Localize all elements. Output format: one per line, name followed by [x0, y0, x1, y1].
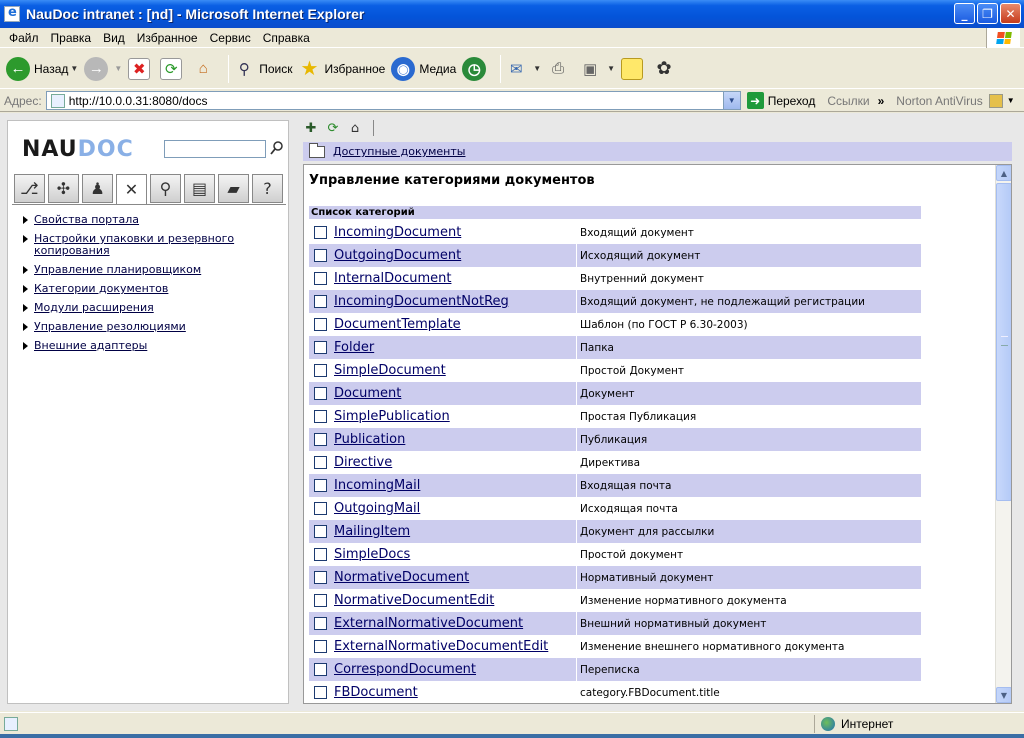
- go-label: Переход: [767, 93, 816, 108]
- content-toolbar: [303, 119, 374, 137]
- sidebar: [7, 120, 289, 704]
- triangle-right-icon: [23, 235, 28, 243]
- history-icon: ◷: [462, 57, 486, 81]
- forward-dropdown-icon[interactable]: ▼: [114, 64, 123, 73]
- messenger-button[interactable]: [653, 58, 679, 80]
- category-name-link[interactable]: NormativeDocumentEdit: [334, 593, 495, 608]
- users-tool-icon[interactable]: ♟: [82, 174, 113, 203]
- refresh-button[interactable]: [160, 58, 186, 80]
- settings-nav: [22, 214, 272, 359]
- table-row: [309, 244, 921, 267]
- category-title: Переписка: [580, 663, 640, 676]
- table-row: [309, 635, 921, 658]
- catalog-tool-icon[interactable]: ▤: [184, 174, 215, 203]
- row-checkbox[interactable]: [314, 663, 327, 676]
- row-checkbox[interactable]: [314, 502, 327, 515]
- category-name-link[interactable]: Folder: [334, 340, 375, 355]
- category-name-link[interactable]: OutgoingMail: [334, 501, 421, 516]
- menu-view[interactable]: Вид: [103, 30, 125, 45]
- page-viewport: [0, 113, 1024, 711]
- menu-edit[interactable]: Правка: [50, 30, 92, 45]
- norton-dropdown-icon[interactable]: ▼: [1006, 96, 1015, 105]
- table-row: [309, 612, 921, 635]
- category-name-link[interactable]: MailingItem: [334, 524, 411, 539]
- category-name-link[interactable]: Directive: [334, 455, 393, 470]
- column-divider: [576, 589, 577, 612]
- table-row: [309, 267, 921, 290]
- category-title: Простой Документ: [580, 364, 685, 377]
- category-name-link[interactable]: NormativeDocument: [334, 570, 470, 585]
- category-title: Документ для рассылки: [580, 525, 715, 538]
- nav-item[interactable]: [22, 321, 272, 333]
- row-checkbox[interactable]: [314, 364, 327, 377]
- logo-row: [8, 121, 290, 167]
- address-input[interactable]: [46, 91, 741, 110]
- category-name-link[interactable]: ExternalNormativeDocument: [334, 616, 524, 631]
- search-tool-icon[interactable]: ⚲: [150, 174, 181, 203]
- column-divider: [576, 221, 577, 244]
- home-button[interactable]: [192, 58, 218, 80]
- table-row: [309, 405, 921, 428]
- column-divider: [576, 290, 577, 313]
- table-row: [309, 474, 921, 497]
- nav-link[interactable]: Управление резолюциями: [34, 320, 186, 333]
- category-title: Шаблон (по ГОСТ Р 6.30-2003): [580, 318, 748, 331]
- column-divider: [576, 244, 577, 267]
- category-name-link[interactable]: IncomingDocumentNotReg: [334, 294, 509, 309]
- category-title: Входящая почта: [580, 479, 672, 492]
- category-title: Изменение внешнего нормативного документа: [580, 640, 845, 653]
- column-divider: [576, 428, 577, 451]
- edit-dropdown-icon[interactable]: ▼: [607, 64, 616, 73]
- category-name-link[interactable]: IncomingMail: [334, 478, 421, 493]
- folder-icon: [309, 146, 325, 158]
- category-title: Публикация: [580, 433, 648, 446]
- toolbar-separator: [500, 55, 501, 83]
- magnifier-icon: ⚲: [238, 60, 250, 78]
- naudoc-logo: NAUDOC: [22, 137, 134, 162]
- norton-antivirus-button[interactable]: Norton AntiVirus: [896, 93, 983, 108]
- row-checkbox[interactable]: [314, 617, 327, 630]
- nav-link[interactable]: Модули расширения: [34, 301, 154, 314]
- triangle-right-icon: [23, 323, 28, 331]
- table-row: [309, 658, 921, 681]
- category-title: Простая Публикация: [580, 410, 697, 423]
- history-button[interactable]: [462, 57, 490, 81]
- category-name-link[interactable]: SimpleDocs: [334, 547, 411, 562]
- nav-item[interactable]: [22, 264, 272, 276]
- category-title: Нормативный документ: [580, 571, 714, 584]
- row-checkbox[interactable]: [314, 295, 327, 308]
- category-name-link[interactable]: InternalDocument: [334, 271, 452, 286]
- row-checkbox[interactable]: [314, 433, 327, 446]
- column-divider: [576, 543, 577, 566]
- row-checkbox[interactable]: [314, 525, 327, 538]
- toolbar-separator: [373, 120, 374, 136]
- page-icon: [51, 94, 65, 108]
- norton-icon[interactable]: [989, 94, 1003, 108]
- nav-item[interactable]: [22, 340, 272, 352]
- content-pane: [303, 164, 1012, 704]
- taskbar-edge: [0, 734, 1024, 738]
- go-button[interactable]: [747, 92, 816, 109]
- print-button[interactable]: [547, 58, 573, 80]
- column-divider: [576, 520, 577, 543]
- scroll-thumb[interactable]: [996, 183, 1012, 501]
- column-divider: [576, 497, 577, 520]
- column-divider: [576, 359, 577, 382]
- toolbar: [0, 49, 1024, 89]
- table-row: [309, 382, 921, 405]
- triangle-right-icon: [23, 266, 28, 274]
- discuss-button[interactable]: [621, 58, 647, 80]
- minimize-button[interactable]: _: [954, 3, 975, 24]
- nav-link[interactable]: Внешние адаптеры: [34, 339, 148, 352]
- row-checkbox[interactable]: [314, 456, 327, 469]
- media-label: Медиа: [419, 61, 457, 76]
- category-title: Внутренний документ: [580, 272, 704, 285]
- refresh-icon[interactable]: ⟳: [327, 120, 339, 136]
- tool-tabs: [14, 174, 283, 204]
- category-title: Изменение нормативного документа: [580, 594, 787, 607]
- close-button[interactable]: ✕: [1000, 3, 1021, 24]
- column-divider: [576, 313, 577, 336]
- window-title-bar: [0, 0, 1024, 28]
- category-title: Директива: [580, 456, 641, 469]
- zone-label: Интернет: [841, 717, 894, 731]
- stop-icon: ✖: [128, 58, 150, 80]
- nav-item[interactable]: [22, 283, 272, 295]
- nav-item[interactable]: [22, 302, 272, 314]
- triangle-right-icon: [23, 342, 28, 350]
- page-title: Управление категориями документов: [309, 173, 595, 188]
- workflow-tool-icon[interactable]: ⎇: [14, 174, 45, 203]
- row-checkbox[interactable]: [314, 226, 327, 239]
- category-name-link[interactable]: Document: [334, 386, 402, 401]
- category-name-link[interactable]: SimpleDocument: [334, 363, 446, 378]
- search-button[interactable]: [233, 58, 292, 80]
- row-checkbox[interactable]: [314, 341, 327, 354]
- category-list: [309, 221, 921, 704]
- search-label: Поиск: [259, 61, 293, 76]
- scroll-down-icon[interactable]: ▼: [996, 687, 1012, 703]
- settings-tool-icon[interactable]: ✕: [116, 174, 147, 205]
- add-icon[interactable]: ✚: [305, 120, 317, 136]
- category-title: Исходящая почта: [580, 502, 678, 515]
- breadcrumb: [303, 142, 1012, 161]
- table-row: [309, 221, 921, 244]
- category-name-link[interactable]: DocumentTemplate: [334, 317, 461, 332]
- column-divider: [576, 451, 577, 474]
- menu-tools[interactable]: Сервис: [209, 30, 251, 45]
- nav-item[interactable]: [22, 233, 272, 257]
- help-tool-icon[interactable]: ?: [252, 174, 283, 203]
- category-title: Документ: [580, 387, 635, 400]
- globe-icon: [821, 717, 835, 731]
- nav-link[interactable]: Настройки упаковки и резервного копирования: [34, 232, 235, 257]
- column-divider: [576, 635, 577, 658]
- note-icon: [621, 58, 643, 80]
- nav-link[interactable]: Управление планировщиком: [34, 263, 202, 276]
- book-tool-icon[interactable]: ▰: [218, 174, 249, 203]
- media-button[interactable]: [391, 57, 456, 81]
- category-name-link[interactable]: IncomingDocument: [334, 225, 462, 240]
- category-name-link[interactable]: Publication: [334, 432, 406, 447]
- refresh-icon: ⟳: [160, 58, 182, 80]
- star-icon: ★: [300, 58, 319, 80]
- table-row: [309, 543, 921, 566]
- address-dropdown-icon[interactable]: ▼: [723, 92, 740, 109]
- row-checkbox[interactable]: [314, 387, 327, 400]
- column-divider: [576, 566, 577, 589]
- table-row: [309, 589, 921, 612]
- favorites-label: Избранное: [324, 61, 386, 76]
- ie-icon: [4, 6, 20, 22]
- table-row: [309, 566, 921, 589]
- triangle-right-icon: [23, 304, 28, 312]
- back-button[interactable]: [6, 57, 78, 81]
- table-row: [309, 681, 921, 704]
- table-row: [309, 359, 921, 382]
- nav-item[interactable]: [22, 214, 272, 226]
- address-label: Адрес:: [4, 93, 42, 108]
- structure-tool-icon[interactable]: ✣: [48, 174, 79, 203]
- row-checkbox[interactable]: [314, 318, 327, 331]
- mail-button[interactable]: [505, 58, 541, 80]
- table-row: [309, 520, 921, 543]
- go-arrow-icon: ➜: [747, 92, 764, 109]
- search-icon[interactable]: [270, 140, 284, 156]
- back-label: Назад: [34, 61, 69, 76]
- forward-button[interactable]: [84, 57, 122, 81]
- category-title: Папка: [580, 341, 614, 354]
- table-row: [309, 497, 921, 520]
- list-header: Список категорий: [309, 206, 921, 219]
- address-bar: [0, 90, 1024, 112]
- media-icon: ◉: [391, 57, 415, 81]
- category-name-link[interactable]: CorrespondDocument: [334, 662, 477, 677]
- security-zone: [814, 715, 893, 733]
- tool-tabs-underline: [12, 204, 286, 205]
- links-chevron-icon[interactable]: »: [877, 93, 885, 108]
- row-checkbox[interactable]: [314, 571, 327, 584]
- window-title: NauDoc intranet : [nd] - Microsoft Internet Explorer: [26, 6, 365, 22]
- category-name-link[interactable]: SimplePublication: [334, 409, 450, 424]
- column-divider: [576, 612, 577, 635]
- table-row: [309, 428, 921, 451]
- edit-icon: ▣: [583, 60, 598, 78]
- vertical-scrollbar[interactable]: [995, 165, 1011, 703]
- column-divider: [576, 681, 577, 704]
- windows-logo-icon: [986, 28, 1020, 48]
- triangle-right-icon: [23, 285, 28, 293]
- row-checkbox[interactable]: [314, 594, 327, 607]
- category-title: Внешний нормативный документ: [580, 617, 767, 630]
- toolbar-separator: [228, 55, 229, 83]
- column-divider: [576, 336, 577, 359]
- forward-arrow-icon: →: [84, 57, 108, 81]
- page-status-icon: [4, 717, 18, 731]
- back-dropdown-icon[interactable]: ▼: [70, 64, 79, 73]
- category-title: category.FBDocument.title: [580, 686, 720, 699]
- row-checkbox[interactable]: [314, 548, 327, 561]
- column-divider: [576, 405, 577, 428]
- table-row: [309, 313, 921, 336]
- triangle-right-icon: [23, 216, 28, 224]
- table-row: [309, 336, 921, 359]
- home-icon: ⌂: [198, 60, 208, 77]
- nav-link[interactable]: Свойства портала: [34, 213, 140, 226]
- favorites-button[interactable]: [299, 58, 386, 80]
- menu-help[interactable]: Справка: [262, 30, 310, 45]
- column-divider: [576, 382, 577, 405]
- column-divider: [576, 267, 577, 290]
- breadcrumb-link[interactable]: Доступные документы: [333, 145, 466, 158]
- links-button[interactable]: Ссылки: [827, 93, 870, 108]
- category-title: Входящий документ, не подлежащий регистрации: [580, 295, 865, 308]
- nav-link[interactable]: Категории документов: [34, 282, 169, 295]
- table-row: [309, 290, 921, 313]
- mail-icon: ✉: [509, 60, 523, 78]
- window-controls: [954, 3, 1021, 24]
- search-input[interactable]: [164, 140, 266, 158]
- stop-button[interactable]: [128, 58, 154, 80]
- restore-button[interactable]: ❐: [977, 3, 998, 24]
- row-checkbox[interactable]: [314, 686, 327, 699]
- mail-dropdown-icon[interactable]: ▼: [533, 64, 542, 73]
- menu-file[interactable]: Файл: [9, 30, 39, 45]
- menu-favorites[interactable]: Избранное: [136, 30, 198, 45]
- category-title: Исходящий документ: [580, 249, 701, 262]
- category-name-link[interactable]: OutgoingDocument: [334, 248, 462, 263]
- status-bar: [0, 712, 1024, 734]
- flower-icon: ✿: [656, 58, 672, 78]
- table-row: [309, 451, 921, 474]
- category-title: Простой документ: [580, 548, 684, 561]
- column-divider: [576, 658, 577, 681]
- category-title: Входящий документ: [580, 226, 694, 239]
- row-checkbox[interactable]: [314, 410, 327, 423]
- row-checkbox[interactable]: [314, 272, 327, 285]
- menu-bar: [0, 28, 1024, 48]
- category-name-link[interactable]: FBDocument: [334, 685, 418, 700]
- row-checkbox[interactable]: [314, 479, 327, 492]
- scroll-up-icon[interactable]: ▲: [996, 165, 1012, 181]
- row-checkbox[interactable]: [314, 640, 327, 653]
- column-divider: [576, 474, 577, 497]
- back-arrow-icon: ←: [6, 57, 30, 81]
- edit-button[interactable]: [579, 58, 615, 80]
- row-checkbox[interactable]: [314, 249, 327, 262]
- address-url[interactable]: http://10.0.0.31:8080/docs: [68, 93, 208, 108]
- page-background: [0, 113, 1024, 711]
- category-name-link[interactable]: ExternalNormativeDocumentEdit: [334, 639, 549, 654]
- home-icon[interactable]: ⌂: [350, 120, 360, 136]
- printer-icon: ⎙: [552, 60, 565, 77]
